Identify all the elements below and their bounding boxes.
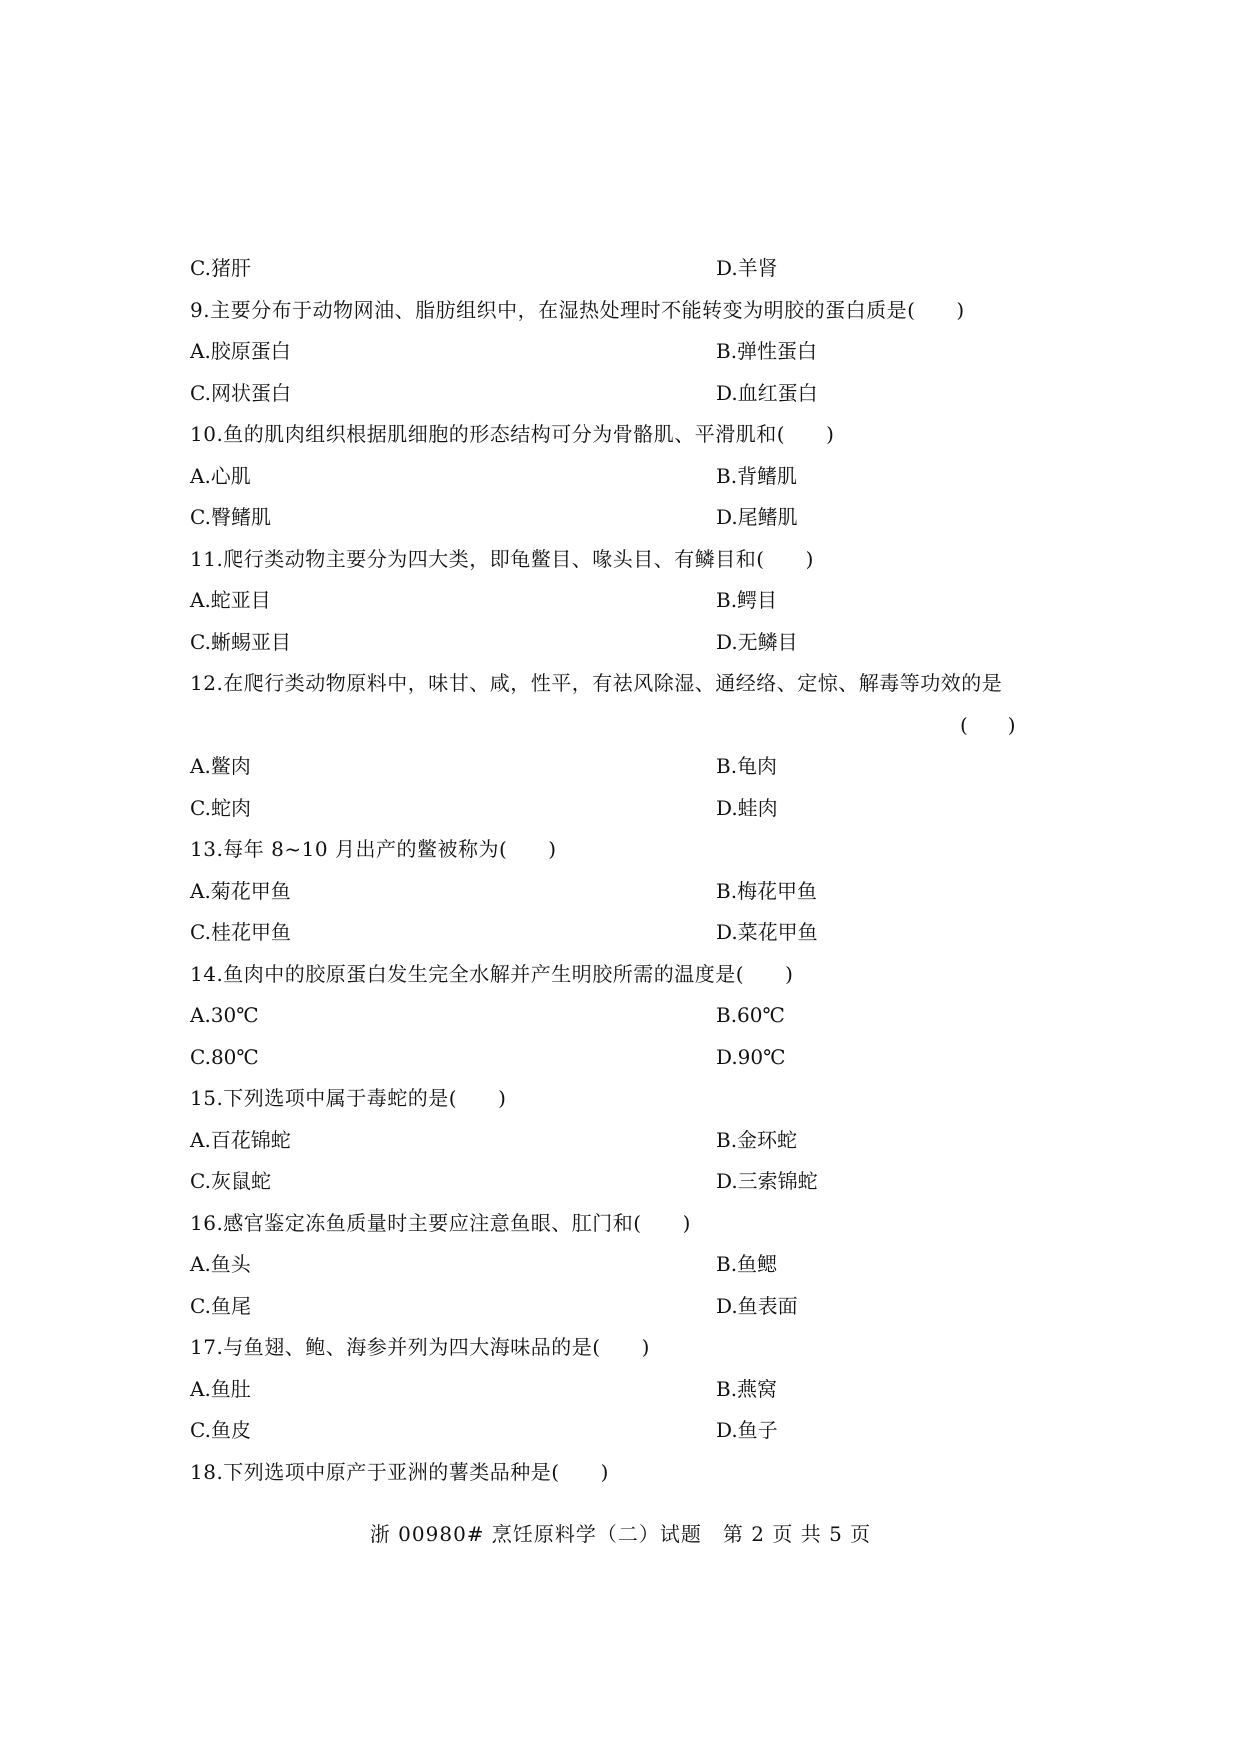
- page-footer: 浙 00980# 烹饪原料学（二）试题 第 2 页 共 5 页: [369, 1522, 872, 1546]
- option-b: B.燕窝: [716, 1376, 778, 1401]
- answer-paren: ( ): [960, 712, 1016, 737]
- question-9-stem: 9.主要分布于动物网油、脂肪组织中，在湿热处理时不能转变为明胶的蛋白质是( ): [190, 297, 965, 322]
- option-b: B.龟肉: [716, 754, 778, 778]
- option-row: [190, 1161, 1070, 1203]
- option-row: [190, 497, 1070, 539]
- question-18-stem: 18.下列选项中原产于亚洲的薯类品种是( ): [190, 1459, 609, 1484]
- question-17-stem: 17.与鱼翅、鲍、海参并列为四大海味品的是( ): [190, 1335, 650, 1359]
- option-row: [190, 995, 1070, 1037]
- option-row: [190, 871, 1070, 913]
- option-c: C.臀鳍肌: [190, 505, 271, 529]
- option-c: C.网状蛋白: [190, 380, 291, 405]
- option-c: C.桂花甲鱼: [190, 920, 291, 944]
- option-d: D.三索锦蛇: [716, 1169, 818, 1193]
- option-row: [190, 248, 1070, 290]
- option-row: [190, 1286, 1070, 1328]
- question-16-stem: 16.感官鉴定冻鱼质量时主要应注意鱼眼、肛门和( ): [190, 1210, 691, 1235]
- option-b: B.梅花甲鱼: [716, 878, 818, 903]
- option-row: [190, 788, 1070, 830]
- option-d: D.尾鳍肌: [716, 505, 798, 529]
- option-d: D.鱼表面: [716, 1293, 798, 1318]
- option-row: [190, 912, 1070, 954]
- option-a: A.鱼头: [190, 1252, 251, 1276]
- option-a: A.心肌: [190, 463, 251, 488]
- option-row: [190, 456, 1070, 498]
- option-d: D.鱼子: [716, 1418, 778, 1442]
- option-c: C.鱼皮: [190, 1418, 251, 1442]
- option-a: A.鳖肉: [190, 754, 251, 778]
- option-c: C.鱼尾: [190, 1293, 251, 1318]
- option-c: C.蛇肉: [190, 795, 251, 820]
- option-b: B.鳄目: [716, 588, 778, 612]
- question-10-stem: 10.鱼的肌肉组织根据肌细胞的形态结构可分为骨骼肌、平滑肌和( ): [190, 422, 835, 446]
- option-row: [190, 373, 1070, 415]
- option-d: D.血红蛋白: [716, 380, 818, 405]
- option-d: D.蛙肉: [716, 795, 778, 820]
- question-12-stem: 12.在爬行类动物原料中，味甘、咸，性平，有祛风除湿、通经络、定惊、解毒等功效的是: [190, 671, 1003, 695]
- option-d: D.无鳞目: [716, 629, 798, 654]
- option-row: [190, 622, 1070, 664]
- option-row: [190, 1037, 1070, 1079]
- option-a: A.百花锦蛇: [190, 1127, 291, 1152]
- option-a: A.鱼肚: [190, 1376, 251, 1401]
- option-a: A.蛇亚目: [190, 588, 271, 612]
- option-c: C.蜥蜴亚目: [190, 629, 291, 654]
- option-c: C.猪肝: [190, 256, 251, 280]
- option-row: [190, 331, 1070, 373]
- question-13-stem: 13.每年 8~10 月出产的鳖被称为( ): [190, 837, 557, 861]
- option-row: [190, 1244, 1070, 1286]
- option-b: B.鱼鳃: [716, 1252, 778, 1276]
- option-c: C.80℃: [190, 1044, 259, 1069]
- option-c: C.灰鼠蛇: [190, 1169, 271, 1193]
- option-row: [190, 1410, 1070, 1452]
- option-row: [190, 580, 1070, 622]
- question-14-stem: 14.鱼肉中的胶原蛋白发生完全水解并产生明胶所需的温度是( ): [190, 961, 794, 986]
- question-11-stem: 11.爬行类动物主要分为四大类，即龟鳖目、喙头目、有鳞目和( ): [190, 546, 814, 571]
- question-list: [190, 248, 1070, 1493]
- answer-paren-row: [190, 705, 1070, 747]
- option-row: [190, 746, 1070, 788]
- option-a: A.30℃: [190, 1003, 259, 1027]
- option-d: D.90℃: [716, 1044, 786, 1069]
- option-b: B.60℃: [716, 1003, 785, 1027]
- option-b: B.弹性蛋白: [716, 339, 818, 363]
- option-row: [190, 1369, 1070, 1411]
- option-b: B.背鳍肌: [716, 463, 798, 488]
- option-a: A.菊花甲鱼: [190, 878, 291, 903]
- option-d: D.菜花甲鱼: [716, 920, 818, 944]
- question-15-stem: 15.下列选项中属于毒蛇的是( ): [190, 1086, 507, 1110]
- option-d: D.羊肾: [716, 256, 778, 280]
- option-row: [190, 1120, 1070, 1162]
- option-b: B.金环蛇: [716, 1127, 798, 1152]
- option-a: A.胶原蛋白: [190, 339, 291, 363]
